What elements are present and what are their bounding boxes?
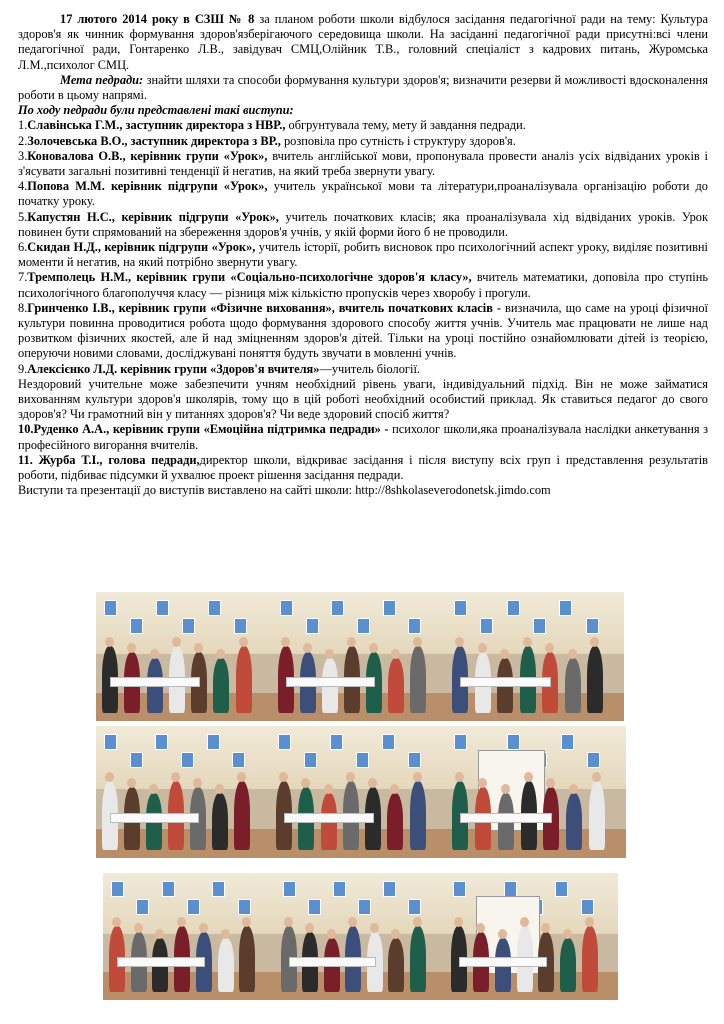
wall-poster: [330, 734, 343, 750]
wall-poster: [136, 899, 149, 915]
wall-poster: [283, 881, 296, 897]
classroom-desk: [110, 813, 199, 823]
wall-poster: [130, 752, 143, 768]
person-head: [391, 649, 400, 659]
closing-line: Виступи та презентації до виступів виставлено на сайті школи: http://8shkolaseverodonetsk.jimdo.com: [18, 483, 551, 498]
person-head: [500, 649, 509, 659]
wall-poster: [232, 752, 245, 768]
wall-poster: [155, 734, 168, 750]
person-figure: [410, 781, 426, 850]
person-head: [134, 923, 143, 933]
meeting-photo: [275, 873, 445, 1000]
wall-poster: [357, 618, 370, 634]
speech-item: 2.Золочевська В.О., заступник директора з ВР., розповіла про сутність і структуру здоров'я.: [18, 133, 516, 148]
speech-item: 11. Журба Т.І., голова педради,директор школи, відкриває засідання і після виступу всіх груп і представлення результатів роботи, підбиває підсумки й ухвалює проект рішення засідання педради.: [18, 452, 708, 483]
meeting-photo: [103, 873, 275, 1000]
wall-poster: [555, 881, 568, 897]
wall-poster: [130, 618, 143, 634]
person-figure: [587, 646, 603, 713]
wall-poster: [454, 734, 467, 750]
wall-poster: [162, 881, 175, 897]
person-head: [216, 649, 225, 659]
goal-label: Мета педради:: [60, 72, 144, 87]
classroom-desk: [460, 677, 551, 687]
speech-item: 4.Попова М.М. керівник підгрупи «Урок», учитель української мови та літератури,проаналізувала організацію роботи до початку уроку.: [18, 179, 708, 209]
wall-poster: [581, 899, 594, 915]
person-head: [370, 923, 379, 933]
wall-poster: [561, 734, 574, 750]
person-head: [523, 637, 532, 647]
person-head: [221, 929, 230, 939]
person-head: [239, 637, 248, 647]
teacher-health-paragraph: Нездоровий учительне може забезпечити учням необхідний рівень уваги, індивідуальний підхід. Він не може займатися вихованням культури здоров'я школярів, тому що в цій роботі необхідний особистий приклад. Як ставиться педагог до свого здоров'я? Чи грамотний він у питаннях здоров'я? Чи веде здоровий спосіб життя?: [18, 376, 708, 422]
classroom-desk: [459, 957, 548, 967]
wall-poster: [408, 752, 421, 768]
wall-poster: [331, 600, 344, 616]
person-head: [413, 917, 422, 927]
wall-poster: [182, 618, 195, 634]
speech-item: 5.Капустян Н.С., керівник підгрупи «Урок», учитель початкових класів; яка проаналізувала хід відвіданих уроків. Урок повинен бути спрямований на збереження здоров'я учнів, у якій форми його б не проводили.: [18, 209, 708, 239]
person-head: [324, 784, 333, 794]
person-figure: [212, 793, 228, 850]
person-figure: [566, 793, 582, 850]
wall-poster: [408, 618, 421, 634]
wall-poster: [559, 600, 572, 616]
person-figure: [218, 938, 234, 992]
meeting-photo: [272, 592, 446, 721]
wall-poster: [587, 752, 600, 768]
classroom-desk: [284, 813, 374, 823]
person-figure: [410, 646, 426, 713]
wall-poster: [453, 881, 466, 897]
speech-item: 9.Алексієнко Л.Д. керівник групи «Здоров'я вчителя»—учитель біології.: [18, 361, 420, 376]
wall-poster: [212, 881, 225, 897]
meeting-photo: [446, 726, 626, 858]
wall-poster: [507, 600, 520, 616]
speech-item: 1.Славінська Г.М., заступник директора з НВР., обгрунтувала тему, мету й завдання педради.: [18, 118, 526, 133]
wall-poster: [454, 600, 467, 616]
wall-poster: [383, 600, 396, 616]
person-head: [172, 637, 181, 647]
wall-poster: [533, 618, 546, 634]
wall-poster: [181, 752, 194, 768]
person-head: [325, 649, 334, 659]
person-figure: [387, 793, 403, 850]
classroom-desk: [460, 813, 552, 823]
wall-poster: [104, 734, 117, 750]
person-figure: [589, 781, 605, 850]
meeting-photo: [96, 726, 270, 858]
classroom-desk: [117, 957, 205, 967]
person-head: [391, 929, 400, 939]
person-head: [520, 917, 529, 927]
person-head: [524, 772, 533, 782]
wall-poster: [278, 734, 291, 750]
wall-poster: [408, 899, 421, 915]
goal-text: знайти шляхи та способи формування культури здоров'я; визначити резерви й можливості вдосконалення роботи в цьому напрямі.: [18, 72, 708, 103]
person-head: [150, 649, 159, 659]
wall-poster: [333, 881, 346, 897]
school-name: в СЗШ № 8: [183, 12, 255, 26]
wall-poster: [280, 600, 293, 616]
wall-poster: [382, 734, 395, 750]
person-figure: [234, 781, 250, 850]
person-head: [498, 929, 507, 939]
classroom-desk: [110, 677, 200, 687]
speech-item: 7.Тремполець Н.М., керівник групи «Соціально-психологічне здоров'я класу», вчитель математики, доповіла про ступінь психологічного благополуччя класу — різниця між кількістю пропусків через хворобу і прогули.: [18, 270, 708, 300]
person-figure: [236, 646, 252, 713]
person-head: [563, 929, 572, 939]
person-head: [155, 929, 164, 939]
wall-poster: [306, 618, 319, 634]
wall-poster: [104, 600, 117, 616]
meeting-photo: [445, 873, 618, 1000]
meeting-photo: [446, 592, 624, 721]
person-figure: [388, 938, 404, 992]
intro-text: за планом роботи школи відбулося засідання педагогічної ради на тему: Культура здоров'я як чинник формування здоров'язберігаючого середовища школи. На засіданні педагогічної ради присутні:всі члени педагогічної ради, Гонтаренко Л.В., завідувач СМЦ,Олійник Т.В., головний спеціаліст з кадрових питань, Журомська Л.М.,психолог СМЦ.: [18, 12, 708, 72]
person-figure: [239, 926, 255, 992]
speech-item: 8.Гринченко І.В., керівник групи «Фізичне виховання», вчитель початкових класів - визначила, що саме на уроці фізичної культури повинна проводитися робота щодо формування здорового способу життя учнів. Учитель має працювати не лише над розвитком фізичних якостей, але й над зміцненням здоров'я дітей. Тільки на уроці постійно ознайомлювати дітей із теорією, оперуючи новими словами, досліджуванi поняття будуть звучати в мовленні учнів.: [18, 300, 708, 361]
wall-poster: [308, 899, 321, 915]
person-figure: [213, 658, 229, 713]
wall-poster: [383, 881, 396, 897]
wall-poster: [111, 881, 124, 897]
meeting-photo: [270, 726, 446, 858]
wall-poster: [356, 752, 369, 768]
person-head: [569, 784, 578, 794]
wall-poster: [234, 618, 247, 634]
person-figure: [410, 926, 426, 992]
wall-poster: [507, 734, 520, 750]
classroom-desk: [286, 677, 375, 687]
wall-poster: [156, 600, 169, 616]
person-figure: [560, 938, 576, 992]
meeting-date: 17 лютого 2014 року: [60, 12, 179, 26]
wall-poster: [358, 899, 371, 915]
wall-poster: [304, 752, 317, 768]
person-figure: [388, 658, 404, 713]
wall-poster: [187, 899, 200, 915]
speech-item: 3.Коновалова О.В., керівник групи «Урок», вчитель англійської мови, пропонувала провести аналіз усіх відвіданих уроків і з'ясувати загальні позитивні тенденції й негатив, на який треба звернути увагу.: [18, 148, 708, 179]
wall-poster: [207, 734, 220, 750]
speech-item: 6.Скидан Н.Д., керівник підгрупи «Урок», учитель історії, робить висновок про психологічний аспект уроку, виділяє позитивні моменти й негатив, на який потрібно звернути увагу.: [18, 240, 708, 270]
wall-poster: [480, 618, 493, 634]
person-head: [478, 643, 487, 653]
wall-poster: [504, 881, 517, 897]
wall-poster: [238, 899, 251, 915]
person-head: [390, 784, 399, 794]
person-head: [568, 649, 577, 659]
wall-poster: [586, 618, 599, 634]
wall-poster: [208, 600, 221, 616]
person-figure: [565, 658, 581, 713]
person-figure: [582, 926, 598, 992]
speech-item: 10.Руденко А.А., керівник групи «Емоційна підтримка педради» - психолог школи,яка проаналізувала наслідки анкетування з професійного вигорання вчителів.: [18, 422, 708, 452]
classroom-desk: [289, 957, 376, 967]
speeches-heading: По ходу педради були представлені такі виступи:: [18, 103, 294, 118]
meeting-photo: [96, 592, 272, 721]
